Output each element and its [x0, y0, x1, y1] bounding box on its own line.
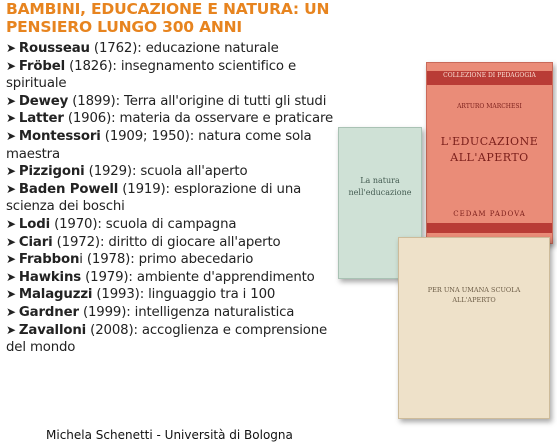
book-title-line2: nell'educazione — [348, 188, 412, 197]
timeline-list — [6, 40, 346, 357]
timeline-item — [6, 40, 346, 58]
author-name: Hawkins — [18, 269, 82, 285]
timeline-item — [6, 322, 346, 357]
author-name: Ciari — [18, 234, 53, 250]
timeline-item — [6, 216, 346, 234]
item-description: (1909; 1950): natura come sola maestra — [6, 128, 312, 162]
timeline-item — [6, 286, 346, 304]
author-name: Latter — [18, 111, 64, 127]
item-description: (1972): diritto di giocare all'aperto — [52, 234, 281, 250]
arrow-bullet-icon: ➤ — [6, 58, 16, 73]
author-name: Rousseau — [18, 41, 90, 56]
item-description: (2008): accoglienza e comprensione del mondo — [6, 322, 328, 356]
item-description: (1762): educazione naturale — [89, 41, 279, 56]
author-name: Zavalloni — [18, 322, 87, 338]
author-name: Pizzigoni — [18, 164, 85, 180]
item-description: (1970): scuola di campagna — [50, 216, 237, 232]
arrow-bullet-icon: ➤ — [6, 216, 16, 231]
arrow-bullet-icon: ➤ — [6, 111, 16, 126]
timeline-item — [6, 163, 346, 181]
arrow-bullet-icon: ➤ — [6, 287, 16, 302]
item-description: (1919): esplorazione di una scienza dei boschi — [6, 181, 302, 215]
author-name: Montessori — [18, 128, 101, 144]
timeline-item — [6, 269, 346, 287]
arrow-bullet-icon: ➤ — [6, 234, 16, 249]
item-description: i (1978): primo abecedario — [79, 252, 254, 268]
book-publisher: CEDAM PADOVA — [453, 210, 526, 218]
book-author: ARTURO MARCHESI — [457, 103, 522, 110]
book-title-line1: PER UNA UMANA SCUOLA — [427, 286, 521, 294]
item-description: (1993): linguaggio tra i 100 — [92, 287, 276, 303]
arrow-bullet-icon: ➤ — [6, 269, 16, 284]
item-description: (1826): insegnamento scientifico e spirituale — [6, 58, 296, 92]
book-series: COLLEZIONE DI PEDAGOGIA — [443, 72, 536, 79]
book-title-line1: La natura — [360, 176, 400, 185]
author-name: Baden Powell — [18, 181, 119, 197]
item-description: (1899): Terra all'origine di tutti gli studi — [68, 93, 327, 109]
timeline-item — [6, 128, 346, 163]
timeline-item — [6, 93, 346, 111]
item-description: (1929): scuola all'aperto — [84, 164, 248, 180]
arrow-bullet-icon: ➤ — [6, 304, 16, 319]
item-description: (1979): ambiente d'apprendimento — [81, 269, 315, 285]
author-name: Gardner — [18, 304, 79, 320]
book-title-line1: L'EDUCAZIONE — [440, 135, 539, 148]
arrow-bullet-icon: ➤ — [6, 164, 16, 179]
page-title: BAMBINI, EDUCAZIONE E NATURA: UN PENSIERO LUNGO 300 ANNI — [6, 0, 330, 36]
arrow-bullet-icon: ➤ — [6, 41, 16, 55]
timeline-item — [6, 181, 346, 216]
item-description: (1999): intelligenza naturalistica — [78, 304, 295, 320]
item-description: (1906): materia da osservare e praticare — [63, 111, 334, 127]
book-title-line2: ALL'APERTO — [452, 296, 496, 304]
book-title-line2: ALL'APERTO — [450, 151, 529, 164]
timeline-item — [6, 58, 346, 93]
book-cover-educazione-aperto — [426, 62, 553, 244]
footer-credit: Michela Schenetti - Università di Bologna — [46, 428, 293, 442]
author-name: Fröbel — [18, 58, 66, 74]
arrow-bullet-icon: ➤ — [6, 93, 16, 108]
author-name: Dewey — [18, 93, 69, 109]
timeline-item — [6, 234, 346, 252]
book-cover-umana-scuola — [398, 237, 550, 419]
cover-band-bottom — [427, 223, 552, 233]
author-name: Lodi — [18, 216, 50, 232]
author-name: Frabbon — [18, 252, 80, 268]
timeline-item — [6, 251, 346, 269]
timeline-item — [6, 110, 346, 128]
timeline-item — [6, 304, 346, 322]
arrow-bullet-icon: ➤ — [6, 128, 16, 143]
arrow-bullet-icon: ➤ — [6, 181, 16, 196]
arrow-bullet-icon: ➤ — [6, 252, 16, 267]
author-name: Malaguzzi — [18, 287, 93, 303]
arrow-bullet-icon: ➤ — [6, 322, 16, 337]
